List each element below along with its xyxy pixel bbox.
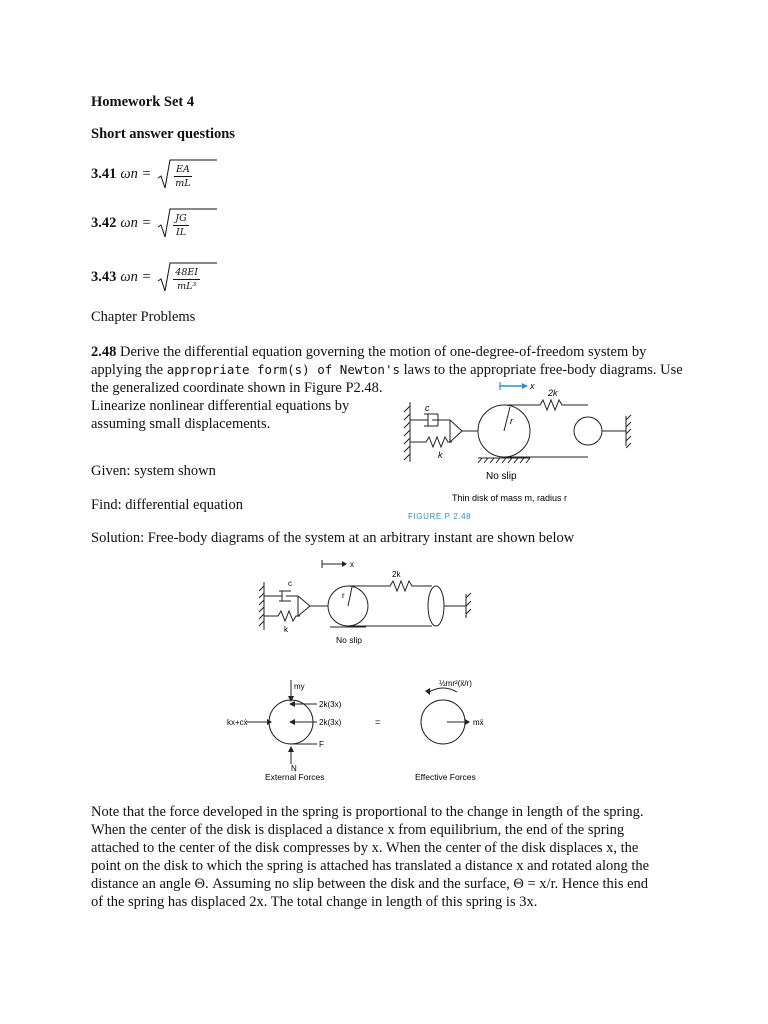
fig1-k-label: k xyxy=(438,450,443,460)
fig2-2k-label: 2k xyxy=(392,570,401,579)
chapter-heading: Chapter Problems xyxy=(91,309,196,325)
x-arrowhead xyxy=(342,561,347,567)
fbd-left-label: kx+cẋ xyxy=(227,718,248,727)
pulley xyxy=(428,586,444,626)
fbd-effective-caption: Effective Forces xyxy=(415,772,476,782)
equation-lhs: ωn = xyxy=(120,269,152,285)
problem-text-mono: appropriate form(s) of Newton's xyxy=(166,362,401,377)
fbd-2k-top-label: 2k(3x) xyxy=(319,700,342,709)
denominator: IL xyxy=(175,227,187,238)
solution-text: Solution: Free-body diagrams of the system at an arbitrary instant are shown below xyxy=(91,530,575,546)
fig2-r-label: r xyxy=(342,591,345,600)
fig2-x-label: x xyxy=(350,560,354,569)
moment-arrowhead xyxy=(425,688,430,695)
note-line: attached to the center of the disk compresses by x. When the center of the disk displaces x, the xyxy=(91,840,639,856)
equation-lhs: ωn = xyxy=(120,215,152,231)
equation-number: 3.42 xyxy=(91,215,117,231)
spring-2k xyxy=(348,581,432,591)
numerator: EA xyxy=(176,164,190,175)
fig1-x-label: x xyxy=(530,381,535,391)
fbd-equals: = xyxy=(375,717,381,727)
2k-arrowhead-mid xyxy=(289,719,295,725)
fig1-2k-label: 2k xyxy=(548,388,558,398)
note-line: of the spring has displaced 2x. The total change in length of this spring is 3x. xyxy=(91,894,538,910)
moment-arrow xyxy=(429,688,457,692)
numerator: JG xyxy=(175,213,187,224)
fbd-my-label: my xyxy=(294,682,305,691)
pulley xyxy=(574,417,602,445)
fig2-c-label: c xyxy=(288,579,292,588)
fig2-k-label: k xyxy=(284,625,288,634)
fbd-F-label: F xyxy=(319,740,324,749)
problem-line-4: Linearize nonlinear differential equations by xyxy=(91,398,350,414)
problem-text: Derive the differential equation governing the motion of one-degree-of-freedom system by xyxy=(116,344,647,360)
radical-sign xyxy=(157,207,217,241)
equation-3-41 xyxy=(91,160,193,189)
figure-system xyxy=(258,560,483,650)
right-wall-hatch xyxy=(466,593,471,614)
wall-hatch xyxy=(259,586,264,626)
spring-k xyxy=(264,611,300,621)
section-heading: Short answer questions xyxy=(91,126,235,142)
note-line: Note that the force developed in the spring is proportional to the change in length of the spring. xyxy=(91,804,644,820)
fig1-c-label: c xyxy=(425,403,430,413)
N-arrowhead xyxy=(288,746,294,752)
page-title: Homework Set 4 xyxy=(91,94,195,110)
sqrt xyxy=(157,263,200,292)
damper xyxy=(410,414,450,426)
radical-sign xyxy=(157,158,217,192)
spring-k xyxy=(410,437,452,447)
fbd-moment-label: ½mr²(ẍ/r) xyxy=(439,679,472,688)
radical-sign xyxy=(157,261,217,295)
fbd-2k-mid-label: 2k(3x) xyxy=(319,718,342,727)
connector xyxy=(298,596,328,616)
given-text: Given: system shown xyxy=(91,463,216,479)
my-arrowhead xyxy=(288,696,294,702)
2k-arrowhead-top xyxy=(289,701,295,707)
problem-text: laws to the appropriate free-body diagrams. Use xyxy=(400,362,683,378)
problem-line-3: the generalized coordinate shown in Figure P2.48. xyxy=(91,380,383,396)
note-line: distance an angle Θ. Assuming no slip between the disk and the surface, Θ = x/r. Hence this end xyxy=(91,876,649,892)
mx-arrowhead xyxy=(465,719,470,725)
right-wall-hatch xyxy=(626,415,631,448)
fig1-r-label: r xyxy=(510,416,513,426)
wall-hatch xyxy=(404,406,410,460)
note-paragraph xyxy=(91,803,671,911)
radius-line xyxy=(348,587,352,606)
equation-number: 3.41 xyxy=(91,166,117,182)
damper xyxy=(264,591,298,601)
denominator: mL³ xyxy=(177,281,197,292)
fig2-noslip: No slip xyxy=(336,635,362,645)
fbd-mx-label: mẍ xyxy=(473,718,484,727)
fbd-N-label: N xyxy=(291,764,297,773)
denominator: mL xyxy=(175,178,191,189)
equation-lhs: ωn = xyxy=(120,166,152,182)
equation-3-42 xyxy=(91,209,189,238)
find-text: Find: differential equation xyxy=(91,497,243,513)
sqrt xyxy=(157,209,188,238)
ground-hatch xyxy=(478,458,530,463)
connector xyxy=(450,420,478,442)
problem-line-2 xyxy=(91,361,683,379)
sqrt xyxy=(157,160,192,189)
problem-line-5: assuming small displacements. xyxy=(91,416,271,432)
fig1-caption: Thin disk of mass m, radius r xyxy=(452,493,568,503)
note-line: When the center of the disk is displaced a distance x from equilibrium, the end of the spring xyxy=(91,822,625,838)
x-arrowhead xyxy=(522,383,528,389)
problem-line-1 xyxy=(91,343,646,361)
figure-p2-48 xyxy=(400,380,670,525)
equation-3-43 xyxy=(91,263,200,292)
fbd-external-caption: External Forces xyxy=(265,772,325,782)
numerator: 48EI xyxy=(175,267,199,278)
equation-number: 3.43 xyxy=(91,269,117,285)
problem-number: 2.48 xyxy=(91,344,117,360)
problem-text: applying the xyxy=(91,362,167,378)
note-line: point on the disk to which the spring is attached has translated a distance x and rotated along the xyxy=(91,858,650,874)
fig1-label: FIGURE P 2.48 xyxy=(408,512,472,521)
free-body-diagrams xyxy=(225,672,525,790)
fig1-noslip: No slip xyxy=(486,471,517,482)
